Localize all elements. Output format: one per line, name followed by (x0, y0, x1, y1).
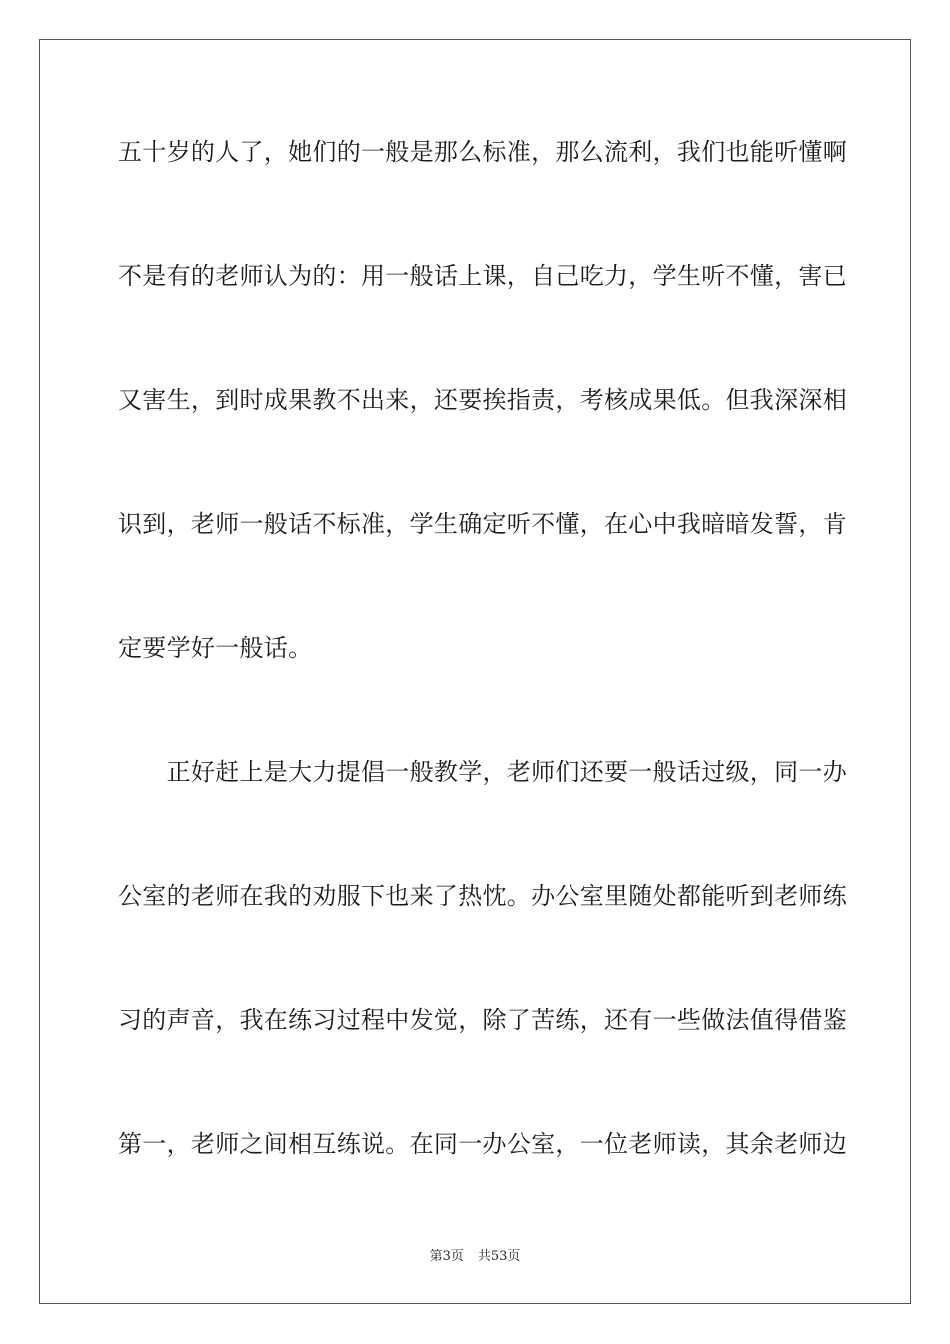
paragraph-line: 不是有的老师认为的：用一般话上课，自己吃力，学生听不懂，害已 (118, 262, 847, 290)
paragraph-line: 五十岁的人了，她们的一般是那么标准，那么流利，我们也能听懂啊 (118, 138, 847, 166)
paragraph-line: 第一，老师之间相互练说。在同一办公室，一位老师读，其余老师边 (118, 1130, 847, 1158)
paragraph-line: 公室的老师在我的劝服下也来了热忱。办公室里随处都能听到老师练 (118, 882, 847, 910)
paragraph-line: 又害生，到时成果教不出来，还要挨指责，考核成果低。但我深深相 (118, 386, 847, 414)
page-number: 第3页 (429, 1249, 464, 1264)
paragraph-line: 定要学好一般话。 (118, 634, 313, 662)
paragraph-line: 正好赶上是大力提倡一般教学，老师们还要一般话过级，同一办 (118, 758, 847, 786)
paragraph-line: 习的声音，我在练习过程中发觉，除了苦练，还有一些做法值得借鉴 (118, 1006, 847, 1034)
total-pages: 共53页 (477, 1249, 521, 1264)
page-border (39, 39, 911, 1304)
paragraph-line: 识到，老师一般话不标准，学生确定听不懂，在心中我暗暗发誓，肯 (118, 510, 847, 538)
page-footer (0, 1248, 950, 1266)
